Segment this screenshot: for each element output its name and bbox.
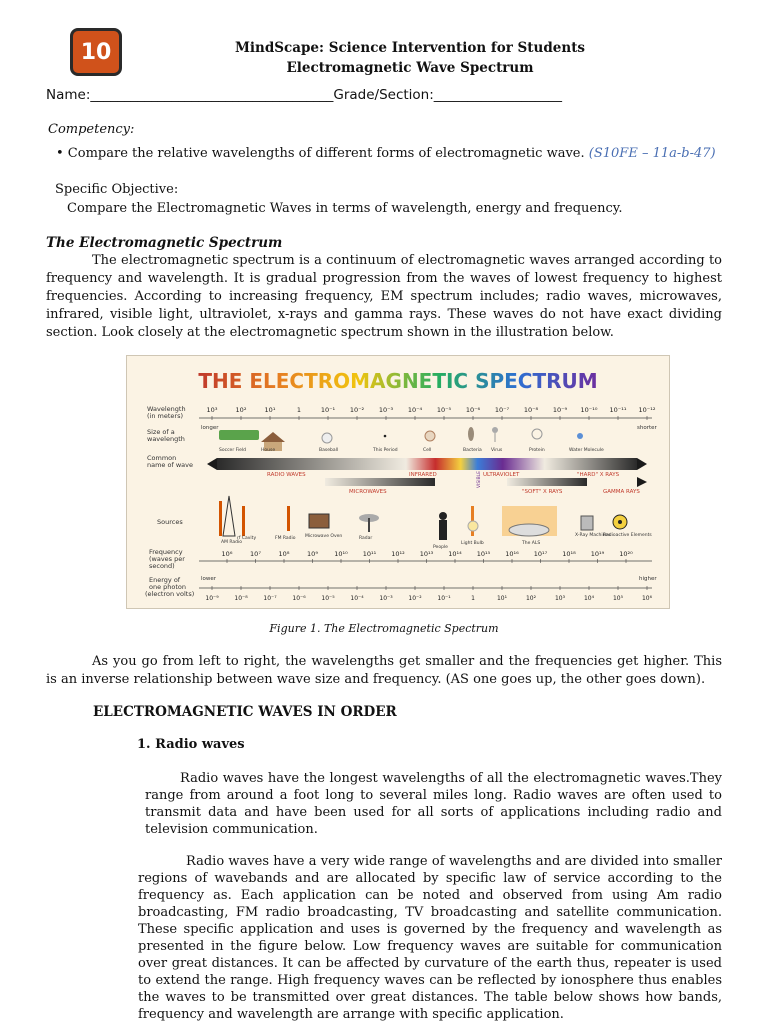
size-label: Cell [423, 448, 432, 453]
heading-radio-waves: 1. Radio waves [137, 737, 245, 752]
row-label-energy: Energy of one photon (electron volts) [145, 576, 195, 598]
paragraph-inverse: As you go from left to right, the wavelengths get smaller and the frequencies get higher. This is an inverse relationship between wave size and frequency. (AS one goes up, the other goes down). [46, 654, 722, 687]
undefined-tick-label: 10⁻⁸ [523, 406, 539, 414]
wave-gamma: GAMMA RAYS [603, 489, 640, 495]
undefined-tick-label: 10⁻¹¹ [609, 406, 627, 414]
undefined-tick-label: 10⁻³ [379, 595, 393, 602]
source-als: The ALS [522, 541, 541, 546]
undefined-tick-label: 10⁻⁵ [321, 595, 335, 602]
undefined-tick-label: 10⁻⁴ [407, 406, 423, 414]
size-label: Baseball [319, 448, 339, 453]
spectrum-illustration [127, 356, 669, 608]
light-bulb-icon [468, 521, 478, 531]
row-label-sources: Sources [157, 518, 183, 526]
em-spectrum-figure [126, 355, 670, 609]
source-cavity: rf Cavity [237, 536, 257, 541]
competency-code: (S10FE – 11a-b-47) [588, 146, 716, 161]
undefined-tick-label: 10¹⁶ [505, 550, 519, 558]
am-tower-icon [219, 501, 222, 536]
paragraph-intro: The electromagnetic spectrum is a continuum of electromagnetic waves arranged according to frequency and wavelength. It is gradual progression from the waves of lowest frequency to highest frequencies. According to increasing frequency, EM spectrum includes; radio waves, microwaves, infrared, visible light, ultraviolet, x-rays and gamma rays. These waves do not have exact dividing section. Look closely at the electromagnetic spectrum shown in the illustration below. [46, 253, 722, 340]
undefined-tick-label: 10¹³ [419, 550, 434, 558]
row-label-frequency: Frequency (waves per second) [149, 548, 185, 570]
wave-soft-xrays: "SOFT" X RAYS [522, 489, 563, 495]
source-light-bulb: Light Bulb [461, 541, 484, 546]
source-people: People [433, 545, 448, 550]
competency-item [56, 146, 716, 161]
source-illustrations [219, 496, 627, 540]
source-fm-radio: FM Radio [275, 536, 296, 541]
size-label: Soccer Field [219, 448, 246, 453]
undefined-tick-label: 10⁻⁶ [465, 406, 481, 414]
row-label-common-name: Common name of wave [147, 454, 193, 469]
undefined-tick-label: 10¹ [496, 595, 508, 602]
document-subtitle: Electromagnetic Wave Spectrum [286, 60, 534, 76]
undefined-tick-label: 10⁻¹² [638, 406, 656, 414]
paragraph-radio-2: Radio waves have a very wide range of wavelengths and are divided into smaller regions of wavebands and are allocated by specific law of service according to the frequency as. Each application can be noted and observed from using Am radio broadcasting, FM radio broadcasting, TV broadcasting and satellite communication. These specific application and uses is governed by the frequency and wavelength as presented in the figure below. Low frequency waves are suitable for communication over great distances. It can be affected by curvature of the earth thus, repeater is used to extend the range. High frequency waves can be reflected by ionosphere thus enables the waves to be transmitted over great distances. The table below shows how bands, frequency and wavelength are arrange with specific application. [138, 854, 722, 1022]
row-label-size: Size of a wavelength [147, 428, 185, 443]
energy-ticks [205, 586, 652, 602]
undefined-tick-label: 10⁻⁷ [263, 595, 277, 602]
competency-label: Competency: [48, 122, 135, 137]
undefined-tick-label: 10¹⁰ [334, 550, 348, 558]
size-label: Virus [491, 448, 503, 453]
size-label: Water Molecule [569, 448, 604, 453]
longer-label: longer [201, 425, 219, 431]
figure-title: THE ELECTROMAGNETIC SPECTRUM [198, 369, 598, 393]
right-arrow-icon [637, 458, 647, 470]
als-icon [509, 524, 549, 536]
undefined-tick-label: 10² [235, 406, 247, 414]
undefined-tick-label: 10⁶ [641, 595, 653, 602]
undefined-tick-label: 10³ [206, 406, 218, 414]
microwave-oven-icon [309, 514, 329, 528]
water-molecule-icon [577, 433, 583, 439]
undefined-tick-label: 10²⁰ [619, 550, 633, 558]
objective-label: Specific Objective: [55, 182, 179, 197]
paragraph-radio-1: Radio waves have the longest wavelengths of all the electromagnetic waves.They range from around a foot long to several miles long. Radio waves are often used to transmit data and have been used for all sorts of applications including radio and television communication. [145, 771, 722, 837]
size-label: Protein [529, 448, 545, 453]
period-icon [384, 435, 387, 438]
source-radar: Radar [359, 536, 373, 541]
undefined-tick-label: 10⁷ [250, 550, 261, 558]
source-xray: X-Ray Machines [575, 533, 611, 538]
undefined-tick-label: 10⁻¹⁰ [580, 406, 598, 414]
wave-radio: RADIO WAVES [267, 472, 306, 478]
undefined-tick-label: 10⁻² [408, 595, 422, 602]
name-grade-line: Name:____________________________________Grade/Section:___________________ [46, 87, 563, 103]
objective-text: Compare the Electromagnetic Waves in terms of wavelength, energy and frequency. [67, 201, 623, 216]
virus-icon [492, 427, 498, 433]
row-label-wavelength: Wavelength (in meters) [147, 405, 186, 420]
undefined-tick-label: 10¹² [391, 550, 405, 558]
microwave-band [325, 478, 435, 486]
house-icon [261, 432, 285, 442]
undefined-tick-label: 10¹⁴ [448, 550, 462, 558]
undefined-tick-label: 10¹⁷ [533, 550, 548, 558]
radio-tower-icon [223, 496, 235, 536]
undefined-tick-label: 10³ [554, 595, 566, 602]
size-label: House [261, 448, 276, 453]
undefined-tick-label: 10⁻⁸ [234, 595, 248, 602]
wave-infrared: INFRARED [409, 472, 437, 478]
wave-microwaves: MICROWAVES [349, 489, 387, 495]
document-title: MindScape: Science Intervention for Students [234, 40, 586, 56]
undefined-tick-label: 10¹⁵ [476, 550, 491, 558]
higher-label: higher [639, 576, 657, 582]
undefined-tick-label: 10⁻¹ [320, 406, 336, 414]
source-microwave-oven: Microwave Oven [305, 534, 343, 539]
undefined-tick-label: 10⁻⁹ [205, 595, 219, 602]
baseball-icon [322, 433, 332, 443]
undefined-tick-label: 10¹⁸ [562, 550, 576, 558]
left-arrow-icon [207, 458, 217, 470]
size-label: This Period [373, 448, 398, 453]
undefined-tick-label: 10⁻⁶ [292, 595, 306, 602]
people-icon [439, 512, 447, 520]
wave-ultraviolet: ULTRAVIOLET [483, 472, 520, 478]
undefined-tick-label: 10⁻⁵ [436, 406, 452, 414]
undefined-tick-label: 10⁻⁴ [350, 595, 364, 602]
bacteria-icon [468, 427, 474, 441]
undefined-tick-label: 10⁻³ [378, 406, 394, 414]
undefined-tick-label: 10⁻⁹ [552, 406, 568, 414]
undefined-tick-label: 10¹⁹ [590, 550, 605, 558]
lower-label: lower [201, 576, 217, 582]
undefined-tick-label: 1 [296, 406, 302, 414]
soccer-field-icon [219, 430, 259, 440]
competency-text: • Compare the relative wavelengths of different forms of electromagnetic wave. [56, 146, 585, 161]
undefined-tick-label: 10⁵ [612, 595, 624, 602]
source-radioactive: Radioactive Elements [603, 533, 652, 538]
shorter-label: shorter [637, 425, 657, 431]
grade-badge: 10 [70, 28, 122, 76]
heading-em-waves-order: ELECTROMAGNETIC WAVES IN ORDER [93, 704, 397, 720]
section-title: The Electromagnetic Spectrum [46, 235, 283, 251]
wave-hard-xrays: "HARD" X RAYS [577, 472, 620, 478]
undefined-tick-label: 10⁻⁷ [494, 406, 510, 414]
figure-caption: Figure 1. The Electromagnetic Spectrum [269, 622, 499, 635]
undefined-tick-label: 10⁹ [307, 550, 318, 558]
source-am-radio: AM Radio [221, 540, 243, 545]
undefined-tick-label: 10⁶ [221, 550, 233, 558]
undefined-tick-label: 10⁻² [349, 406, 365, 414]
undefined-tick-label: 10⁴ [583, 595, 595, 602]
xray-band [507, 478, 587, 486]
undefined-tick-label: 10¹¹ [362, 550, 377, 558]
undefined-tick-label: 1 [471, 595, 475, 602]
undefined-tick-label: 10⁸ [278, 550, 290, 558]
undefined-tick-label: 10¹ [264, 406, 276, 414]
size-label: Bacteria [463, 448, 482, 453]
wave-visible: VISIBLE [477, 470, 482, 488]
xray-machine-icon [581, 516, 593, 530]
cell-icon [425, 431, 435, 441]
protein-icon [532, 429, 542, 439]
spectrum-band [217, 458, 637, 470]
undefined-tick-label: 10² [525, 595, 537, 602]
undefined-tick-label: 10⁻¹ [437, 595, 451, 602]
